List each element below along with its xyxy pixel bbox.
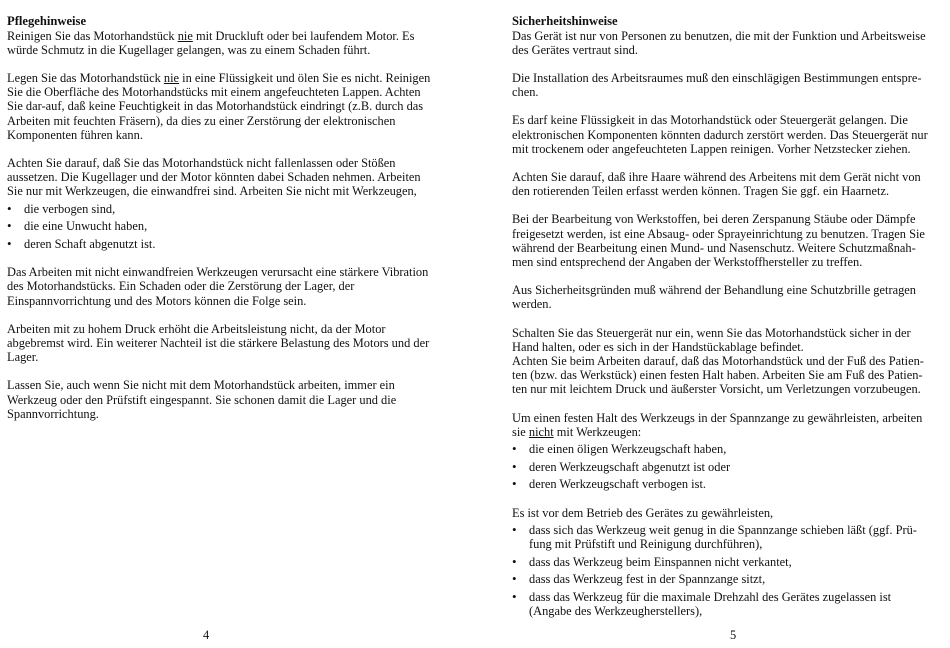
section-title-care: Pflegehinweise [7, 14, 87, 28]
left-page [7, 14, 439, 435]
care-paragraph-4: Das Arbeiten mit nicht einwandfreien Werkzeugen verursacht eine stärkere Vibration des Motorhandstücks. Ein Schaden oder die Zerstörung der Lager, der Einspannvorrichtung und des Motors können die Folge sein. [7, 265, 429, 308]
text-run: Um einen festen Halt des Werkzeugs in der Spannzange zu gewährleisten, arbeiten sie [512, 410, 923, 439]
tool-defect-list [512, 442, 930, 492]
tool-defect-list [7, 202, 439, 252]
text-run: mit Druckluft oder bei laufendem Motor. Es würde Schmutz in die Kugellager gelangen, was zu einem Schaden führt. [7, 28, 415, 57]
text-run: Reinigen Sie das Motorhandstück [7, 28, 178, 43]
list-item: • dass das Werkzeug beim Einspannen nicht verkantet, [512, 555, 930, 569]
text-run: mit Werkzeugen: [553, 424, 642, 439]
care-paragraph-2 [7, 71, 439, 142]
list-item: • die einen öligen Werkzeugschaft haben, [512, 442, 930, 456]
text-run: in eine Flüssigkeit und ölen Sie es nicht. Reinigen Sie die Oberfläche des Motorhandstücks mit einem angefeuchteten Lappen. Achten Sie dar-auf, daß keine Feuchtigkeit in das Motorhandstück eindringt (z.B. durch das Arbeiten mit feuchten Fräsern), da dies zu einer Zerstörung der elektronischen Komponenten führen kann. [7, 71, 431, 142]
list-item: • deren Werkzeugschaft abgenutzt ist oder [512, 460, 930, 474]
safety-paragraph-7: Schalten Sie das Steuergerät nur ein, wenn Sie das Motorhandstück sicher in der Hand halten, oder es sich in der Handstückablage befindet. [512, 325, 911, 354]
care-paragraph-6: Lassen Sie, auch wenn Sie nicht mit dem Motorhandstück arbeiten, immer ein Werkzeug oder den Prüfstift eingespannt. Sie schonen damit die Lager und die Spannvorrichtung. [7, 378, 397, 421]
safety-paragraph-9 [512, 411, 930, 439]
list-item: • dass das Werkzeug fest in der Spannzange sitzt, [512, 572, 930, 586]
safety-paragraph-4: Achten Sie darauf, daß ihre Haare während des Arbeitens mit dem Gerät nicht von den rotierenden Teilen erfasst werden können. Tragen Sie ggf. ein Haarnetz. [512, 170, 921, 199]
list-item: • die verbogen sind, [7, 202, 439, 216]
safety-paragraph-2: Die Installation des Arbeitsraumes muß den einschlägigen Bestimmungen entspre-chen. [512, 71, 922, 100]
emphasis-nie: nie [163, 71, 180, 85]
pre-operation-checklist [512, 523, 930, 619]
care-paragraph-1 [7, 29, 439, 57]
list-item: • die eine Unwucht haben, [7, 219, 439, 233]
care-paragraph-5: Arbeiten mit zu hohem Druck erhöht die Arbeitsleistung nicht, da der Motor abgebremst wird. Ein weiterer Nachteil ist die stärkere Belastung des Motors und der Lager. [7, 321, 430, 365]
care-paragraph-3: Achten Sie darauf, daß Sie das Motorhandstück nicht fallenlassen oder Stößen aussetzen. Die Kugellager und der Motor könnten dabei Schaden nehmen. Arbeiten Sie nur mit Werkzeugen, die einwandfrei sind. Arbeiten Sie nicht mit Werkzeugen, [7, 156, 421, 199]
list-item: • deren Werkzeugschaft verbogen ist. [512, 477, 930, 491]
section-title-safety: Sicherheitshinweise [512, 14, 618, 28]
safety-paragraph-1: Das Gerät ist nur von Personen zu benutzen, die mit der Funktion und Arbeitsweise des Gerätes vertraut sind. [512, 28, 926, 57]
safety-paragraph-6: Aus Sicherheitsgründen muß während der Behandlung eine Schutzbrille getragen werden. [512, 283, 916, 312]
page-number-left: 4 [203, 628, 210, 642]
emphasis-nicht: nicht [528, 424, 554, 439]
text-run: Legen Sie das Motorhandstück [7, 71, 164, 85]
right-page [512, 14, 930, 622]
safety-paragraph-8: Achten Sie beim Arbeiten darauf, daß das Motorhandstück und der Fuß des Patien-ten (bzw. das Werkstück) einen festen Halt haben. Arbeiten Sie am Fuß des Patien-ten nur mit leichtem Druck und äußerster Vorsicht, um Verletzungen vorzubeugen. [512, 354, 924, 397]
list-item: • dass sich das Werkzeug weit genug in die Spannzange schieben läßt (ggf. Prü-fung mit Prüfstift und Reinigung durchführen), [512, 523, 930, 551]
emphasis-nie: nie [177, 28, 193, 43]
safety-paragraph-5: Bei der Bearbeitung von Werkstoffen, bei deren Zerspanung Stäube oder Dämpfe freigesetzt werden, ist eine Absaug- oder Sprayeinrichtung zu benutzen. Tragen Sie während der Bearbeitung einen Mund- und Nasenschutz. Weitere Schutzmaßnah-men sind entsprechend der Angaben der Werkstoffhersteller zu treffen. [512, 212, 925, 270]
page-number-right: 5 [730, 628, 737, 642]
list-item: • deren Schaft abgenutzt ist. [7, 237, 439, 251]
safety-paragraph-10: Es ist vor dem Betrieb des Gerätes zu gewährleisten, [512, 505, 774, 520]
safety-paragraph-3: Es darf keine Flüssigkeit in das Motorhandstück oder Steuergerät gelangen. Die elektronischen Komponenten könnten dadurch zerstört werden. Das Steuergerät nur mit trockenem oder angefeuchteten Lappen reinigen. Vorher Netzstecker ziehen. [512, 113, 928, 156]
list-item: • dass das Werkzeug für die maximale Drehzahl des Gerätes zugelassen ist (Angabe des Werkzeugherstellers), [512, 590, 930, 618]
